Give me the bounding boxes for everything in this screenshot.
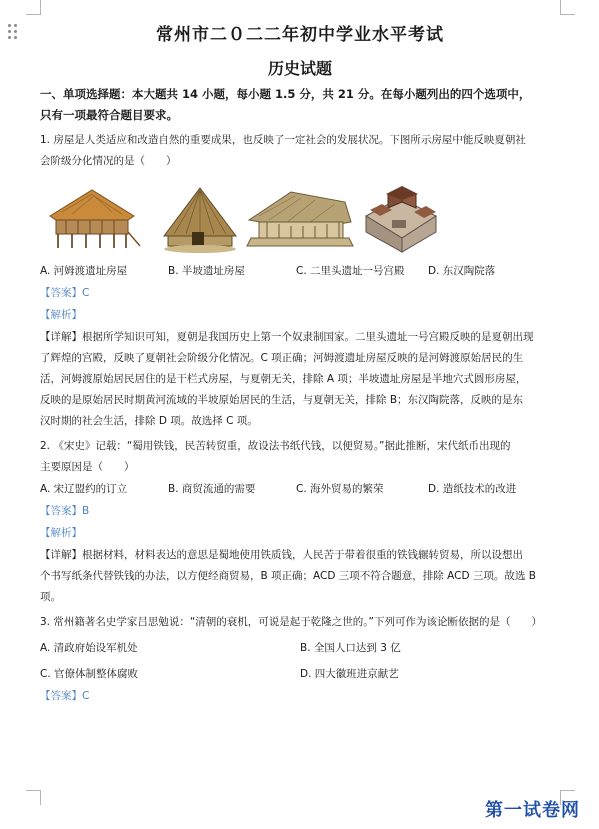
question-stem: 1. 房屋是人类适应和改造自然的重要成果，也反映了一定社会的发展状况。下图所示房屋中能反映夏朝社 xyxy=(40,134,526,146)
options-row xyxy=(40,260,560,282)
option-b[interactable]: B. 商贸流通的需要 xyxy=(168,483,256,495)
page-corner-mark xyxy=(26,0,41,15)
option-a[interactable]: A. 河姆渡遗址房屋 xyxy=(40,265,128,277)
question-stem: 主要原因是（ ） xyxy=(40,461,135,473)
question-stem: 会阶级分化情况的是（ ） xyxy=(40,155,177,167)
question-3 xyxy=(40,612,560,707)
section-heading: 一、单项选择题：本大题共 14 小题，每小题 1.5 分，共 21 分。在每小题列出的四个选项中， 只有一项最符合题目要求。 xyxy=(40,87,531,122)
detail-explanation: 【详解】根据所学知识可知，夏朝是我国历史上第一个奴隶制国家。二里头遗址一号宫殿反映的是夏朝出现 了辉煌的宫殿，反映了夏朝社会阶级分化情况。C 项正确；河姆渡遗址房屋反映的是河姆渡原始居民的生 活，河姆渡原始居民居住的是干栏式房屋，与夏朝无关，排除 A 项；半坡遗址房屋是半地穴式圆形房屋， 反映的是原始居民时期黄河流域的半坡原始居民的生活，与夏朝无关，排除 B；东汉陶院落，反映的是东 汉时期的社会生活，排除 D 项。故选择 C 项。 xyxy=(40,331,534,427)
pottery-courtyard-image xyxy=(358,186,442,256)
site-watermark: 第一试卷网 xyxy=(485,800,580,821)
option-d[interactable]: D. 东汉陶院落 xyxy=(428,265,496,277)
exam-title: 常州市二０二二年初中学业水平考试 xyxy=(156,25,444,45)
option-a[interactable]: A. 清政府始设军机处 xyxy=(40,642,138,654)
options-row xyxy=(40,663,560,685)
detail-explanation: 【详解】根据材料，材料表达的意思是蜀地使用铁质钱，人民苦于带着很重的铁钱辗转贸易，所以设想出 个书写纸条代替铁钱的办法，以方便经商贸易，B 项正确；ACD 三项不符合题意，排除 ACD 三项。故选 B 项。 xyxy=(40,549,536,603)
exam-subtitle: 历史试题 xyxy=(267,59,332,78)
analysis-label: 【解析】 xyxy=(40,309,82,321)
page-corner-mark xyxy=(560,0,575,15)
answer-label: 【答案】B xyxy=(40,505,90,517)
option-c[interactable]: C. 官僚体制整体腐败 xyxy=(40,668,139,680)
drag-handle-icon[interactable] xyxy=(8,24,18,40)
analysis-label: 【解析】 xyxy=(40,527,82,539)
option-b[interactable]: B. 半坡遗址房屋 xyxy=(168,265,245,277)
answer-label: 【答案】C xyxy=(40,690,90,702)
round-hut-image xyxy=(160,186,240,256)
options-row xyxy=(40,637,560,659)
answer-label: 【答案】C xyxy=(40,287,90,299)
stilt-house-image xyxy=(42,186,142,252)
page-corner-mark xyxy=(26,790,41,805)
question-2 xyxy=(40,436,560,608)
option-c[interactable]: C. 二里头遗址一号宫殿 xyxy=(296,265,405,277)
document-page xyxy=(40,10,560,708)
question-1 xyxy=(40,130,560,432)
option-c[interactable]: C. 海外贸易的繁荣 xyxy=(296,483,384,495)
options-row xyxy=(40,478,560,500)
palace-image xyxy=(245,186,355,256)
question-stem: 3. 常州籍著名史学家吕思勉说：“清朝的衰机，可说是起于乾隆之世的。”下列可作为该论断依据的是（ ） xyxy=(40,616,542,628)
option-d[interactable]: D. 造纸技术的改进 xyxy=(428,483,517,495)
option-d[interactable]: D. 四大徽班进京献艺 xyxy=(300,668,399,680)
question-stem: 2. 《宋史》记载：“蜀用铁钱，民苦转贸重，故设法书纸代钱，以便贸易。”据此推断，宋代纸币出现的 xyxy=(40,440,511,452)
house-images xyxy=(40,186,560,258)
option-a[interactable]: A. 宋辽盟约的订立 xyxy=(40,483,128,495)
option-b[interactable]: B. 全国人口达到 3 亿 xyxy=(300,642,401,654)
